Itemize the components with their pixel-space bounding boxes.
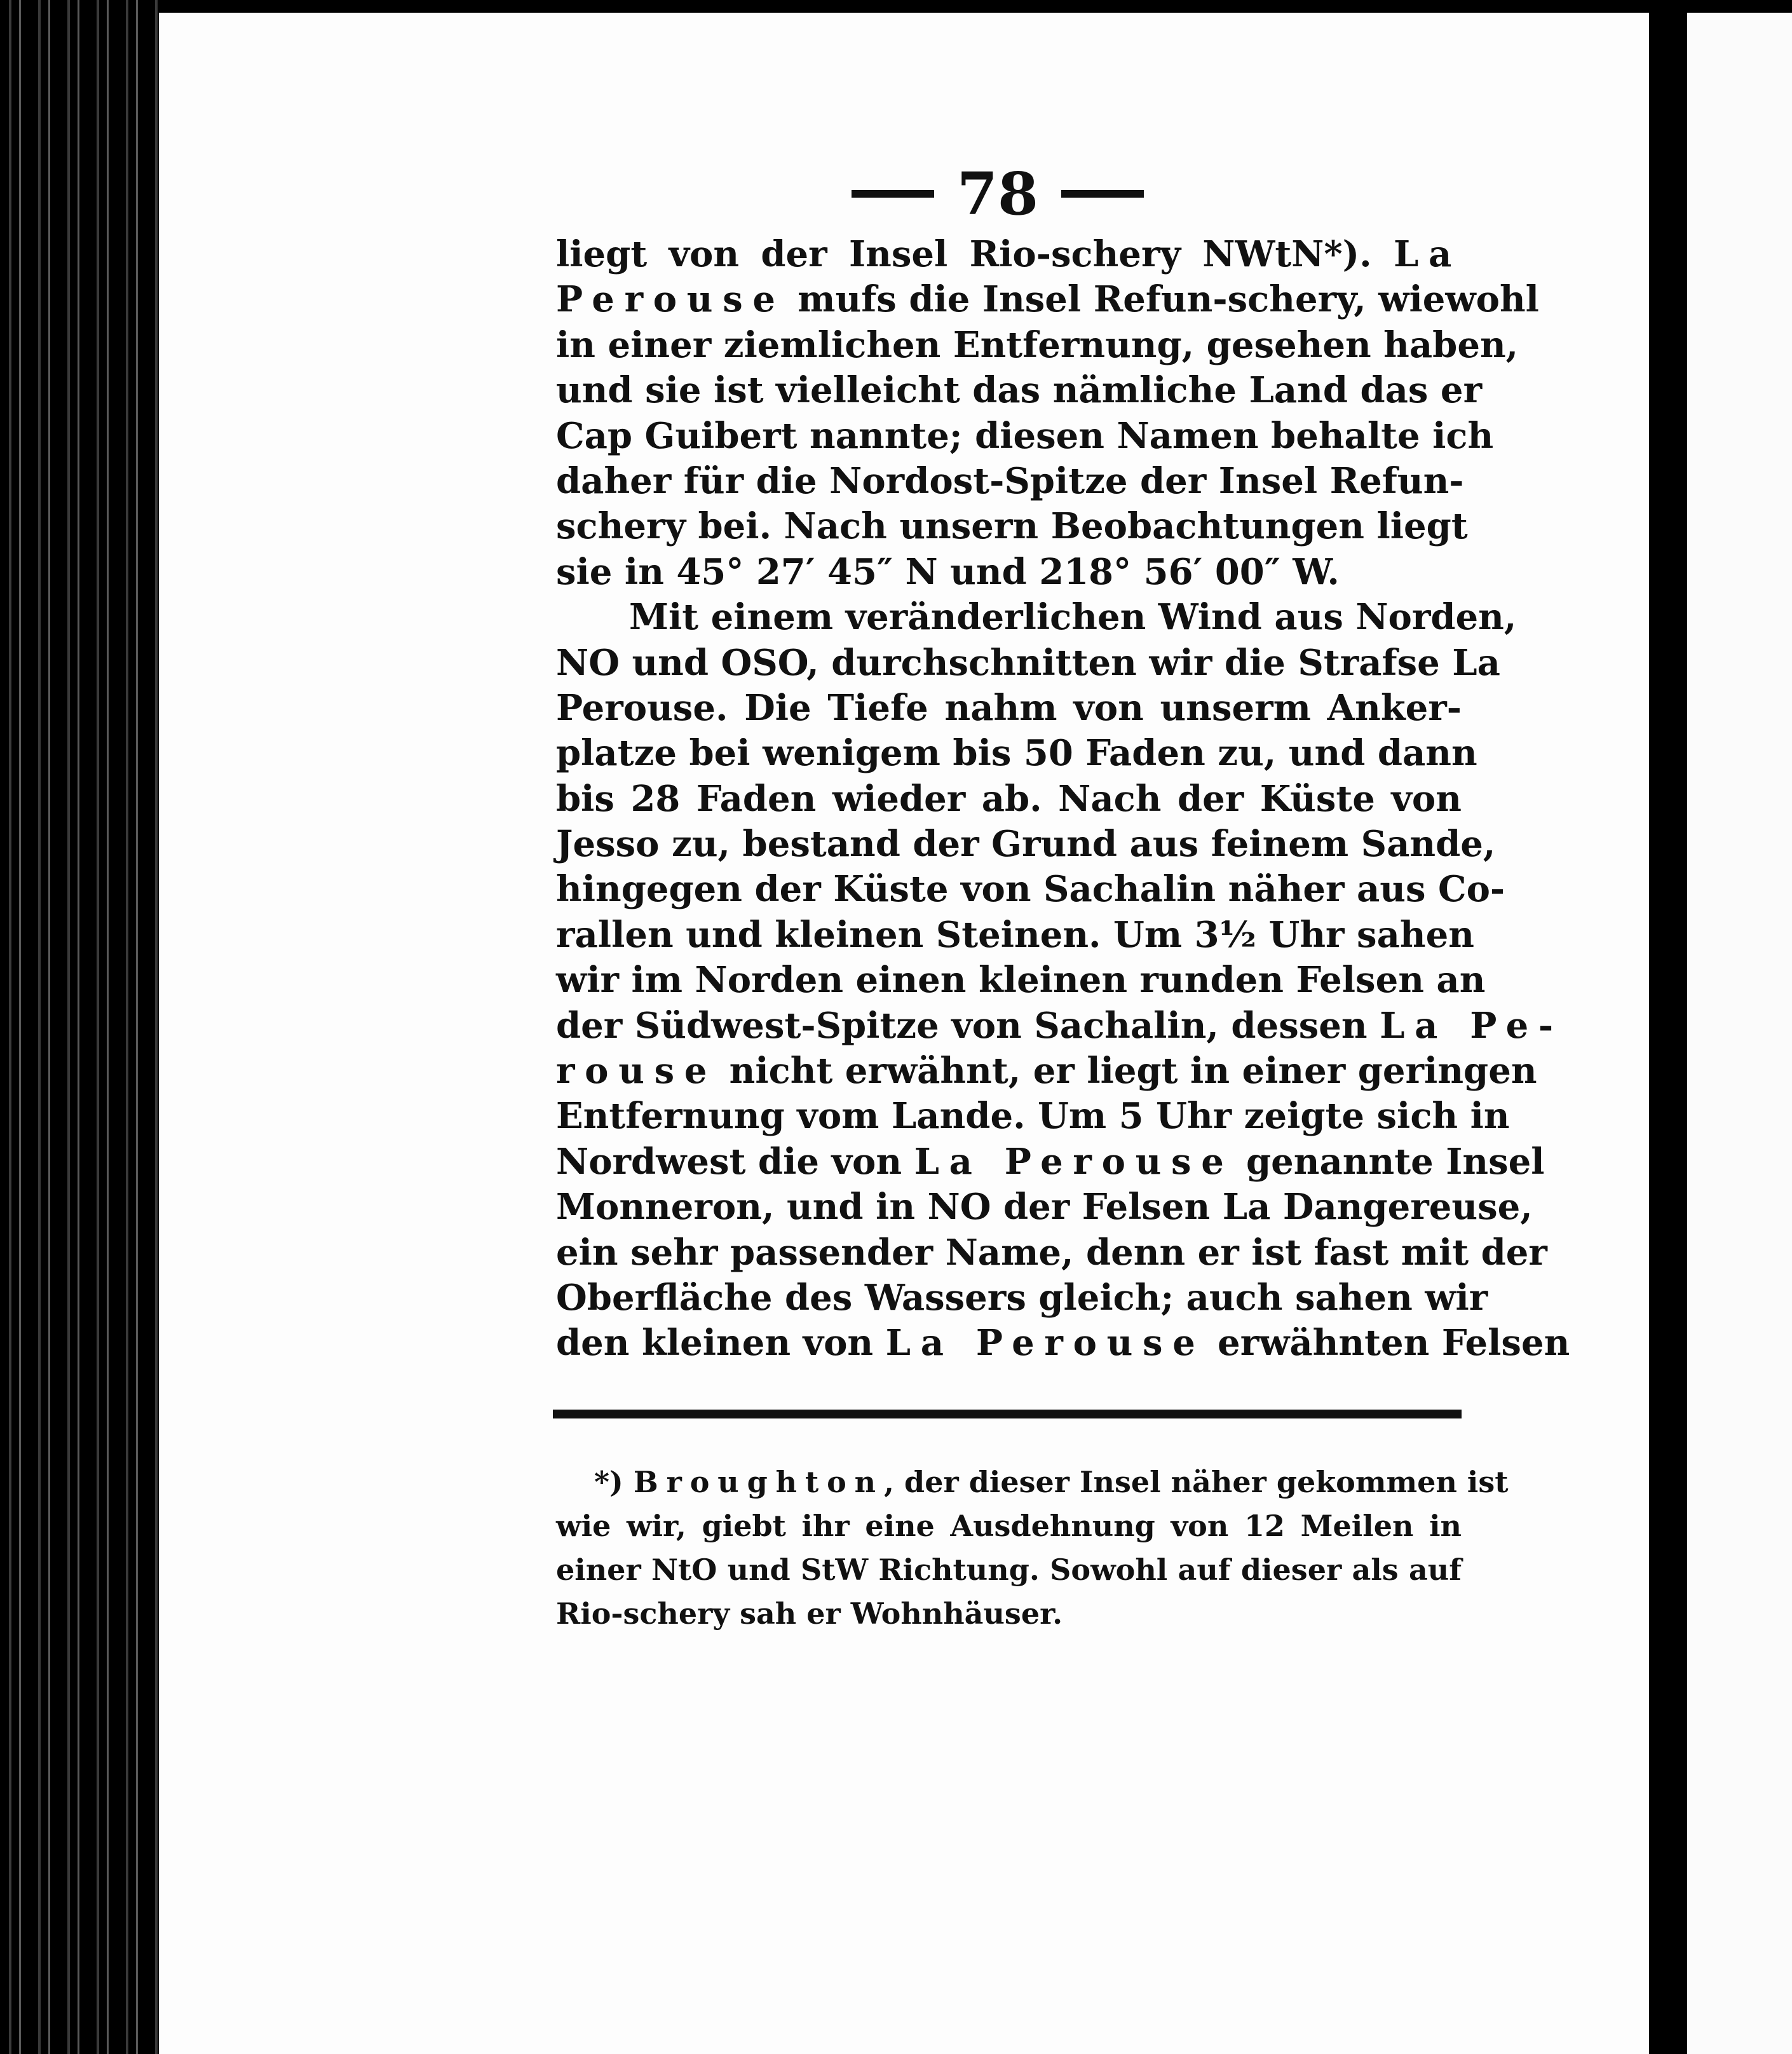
spaced-name: La Perouse bbox=[885, 1322, 1205, 1364]
body-line bbox=[556, 641, 1500, 686]
text-run: mufs die Insel Refun-schery, wiewohl bbox=[785, 278, 1539, 321]
footnote-line bbox=[556, 1504, 1462, 1548]
spaced-name: rouse bbox=[556, 1050, 717, 1092]
spaced-name: Broughton bbox=[633, 1465, 884, 1499]
body-line bbox=[556, 1185, 1533, 1230]
text-run: der Südwest-Spitze von Sachalin, dessen bbox=[556, 1004, 1380, 1047]
body-line bbox=[556, 1321, 1570, 1366]
text-run: genannte Insel bbox=[1233, 1140, 1545, 1183]
text-run: und sie ist vielleicht das nämliche Land das er bbox=[556, 369, 1483, 412]
text-run: rallen und kleinen Steinen. Um 3½ Uhr sahen bbox=[556, 913, 1474, 956]
text-run: liegt von der Insel Rio-schery NWtN*). bbox=[556, 233, 1394, 275]
body-line bbox=[556, 1003, 1563, 1049]
spaced-name: Perouse bbox=[556, 278, 785, 321]
text-run: erwähnten Felsen bbox=[1205, 1322, 1570, 1364]
text-run: Entfernung vom Lande. Um 5 Uhr zeigte sich in bbox=[556, 1095, 1510, 1138]
page-number: 78 bbox=[956, 160, 1039, 228]
text-run: Mit einem veränderlichen Wind aus Norden, bbox=[629, 596, 1517, 639]
text-run: hingegen der Küste von Sachalin näher aus Co- bbox=[556, 868, 1505, 911]
text-run: platze bei wenigem bis 50 Faden zu, und dann bbox=[556, 732, 1477, 775]
text-run: , der dieser Insel näher gekommen ist bbox=[884, 1465, 1509, 1499]
text-run: NO und OSO, durchschnitten wir die Strafse La bbox=[556, 641, 1500, 684]
body-line bbox=[556, 368, 1483, 413]
text-run: Oberfläche des Wassers gleich; auch sahen wir bbox=[556, 1276, 1488, 1319]
body-line bbox=[556, 777, 1462, 822]
gutter-shadow bbox=[1649, 13, 1687, 2054]
body-line bbox=[556, 686, 1462, 731]
text-run: schery bei. Nach unsern Beobachtungen liegt bbox=[556, 505, 1468, 548]
body-line bbox=[556, 550, 1462, 595]
body-line bbox=[556, 277, 1539, 322]
next-page-edge bbox=[1687, 13, 1792, 2054]
body-line bbox=[556, 504, 1468, 549]
body-line bbox=[556, 1275, 1488, 1321]
body-line bbox=[556, 595, 1517, 640]
body-line bbox=[556, 1139, 1545, 1185]
text-run: wie wir, giebt ihr eine Ausdehnung von 12 Meilen in bbox=[556, 1509, 1462, 1543]
page-header bbox=[852, 159, 1144, 229]
spaced-name: La bbox=[1393, 233, 1462, 275]
body-line bbox=[556, 958, 1486, 1003]
text-run: Perouse. Die Tiefe nahm von unserm Anker- bbox=[556, 686, 1462, 729]
footnote bbox=[556, 1460, 1509, 1636]
text-run: den kleinen von bbox=[556, 1322, 886, 1364]
text-run: einer NtO und StW Richtung. Sowohl auf dieser als auf bbox=[556, 1553, 1462, 1587]
footnote-line bbox=[556, 1548, 1462, 1592]
footnote-line bbox=[556, 1592, 1462, 1636]
text-run: Cap Guibert nannte; diesen Namen behalte ich bbox=[556, 414, 1494, 457]
spaced-name: La Perouse bbox=[914, 1140, 1234, 1183]
text-run: nicht erwähnt, er liegt in einer geringen bbox=[717, 1050, 1537, 1092]
text-run: bis 28 Faden wieder ab. Nach der Küste von bbox=[556, 777, 1462, 820]
footnote-line bbox=[556, 1460, 1509, 1504]
body-line bbox=[556, 414, 1494, 459]
book-edge-left bbox=[0, 0, 159, 2054]
footnote-rule bbox=[553, 1410, 1462, 1418]
text-run: Nordwest die von bbox=[556, 1140, 914, 1183]
body-line bbox=[556, 822, 1496, 867]
text-run: in einer ziemlichen Entfernung, gesehen haben, bbox=[556, 323, 1519, 366]
text-run: daher für die Nordost-Spitze der Insel Refun- bbox=[556, 459, 1464, 502]
body-text bbox=[556, 232, 1570, 1366]
body-line bbox=[556, 459, 1462, 504]
text-run: ein sehr passender Name, denn er ist fast mit der bbox=[556, 1231, 1547, 1274]
text-run: Monneron, und in NO der Felsen La Dangereuse, bbox=[556, 1186, 1533, 1228]
text-run: Jesso zu, bestand der Grund aus feinem Sande, bbox=[556, 823, 1496, 866]
text-run: Rio-schery sah er Wohnhäuser. bbox=[556, 1596, 1063, 1631]
header-dash-right bbox=[1061, 190, 1144, 198]
text-run: sie in 45° 27′ 45″ N und 218° 56′ 00″ W. bbox=[556, 550, 1340, 593]
body-line bbox=[556, 1049, 1537, 1094]
body-line bbox=[556, 731, 1477, 776]
body-line bbox=[556, 1094, 1510, 1139]
body-line bbox=[556, 867, 1505, 912]
header-dash-left bbox=[852, 190, 934, 198]
body-line bbox=[556, 913, 1474, 958]
spaced-name: La Pe- bbox=[1380, 1004, 1563, 1047]
body-line bbox=[556, 1230, 1547, 1275]
text-run: *) bbox=[594, 1465, 634, 1499]
text-run: wir im Norden einen kleinen runden Felsen an bbox=[556, 959, 1486, 1002]
body-line bbox=[556, 232, 1462, 277]
body-line bbox=[556, 323, 1519, 368]
